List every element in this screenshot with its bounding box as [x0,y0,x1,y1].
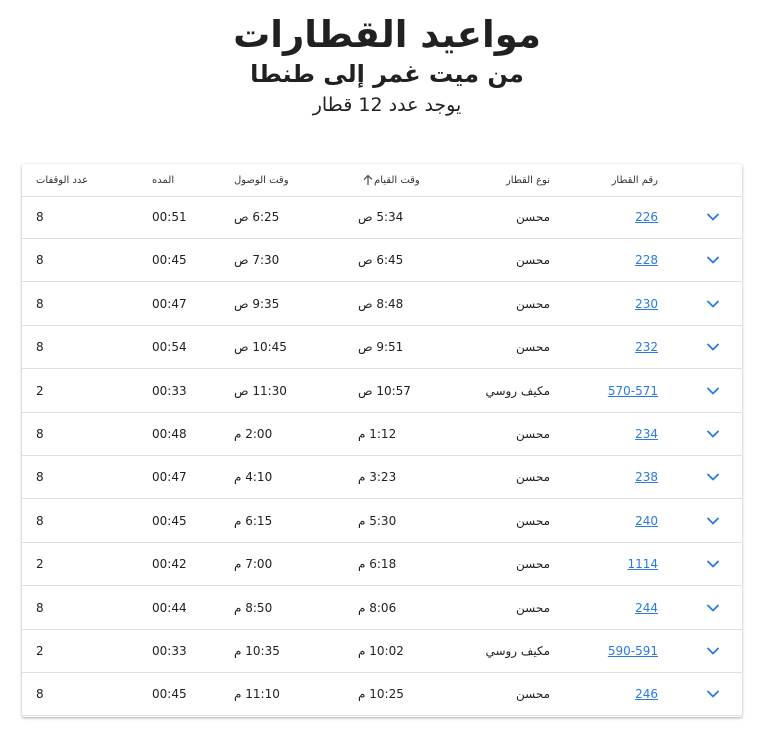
table-row [22,543,742,586]
arrival-cell: 6:25 ص [234,210,280,224]
stops-cell: 2 [36,383,44,398]
stops-cell: 8 [36,253,44,268]
duration-cell: 00:47 [152,296,187,311]
table-row [22,326,742,369]
train-number-link[interactable]: 230 [635,296,658,311]
train-number-link[interactable]: 232 [635,340,658,355]
header-duration[interactable]: المده [152,174,175,186]
arrival-cell: 7:00 م [234,557,273,572]
arrow-up-icon [362,174,374,186]
stops-cell: 8 [36,513,44,528]
chevron-down-icon[interactable] [707,690,719,698]
departure-cell: 6:18 م [358,557,397,572]
departure-cell: 5:34 ص [358,210,404,224]
departure-cell: 6:45 ص [358,253,404,268]
chevron-down-icon[interactable] [707,213,719,221]
duration-cell: 00:45 [152,253,187,268]
header-stops[interactable]: عدد الوقفات [36,174,89,186]
header-number[interactable]: رقم القطار [611,174,658,186]
train-number-link[interactable]: 246 [635,687,658,702]
train-number-link[interactable]: 238 [635,470,658,485]
train-count: يوجد عدد 12 قطار [312,94,462,116]
chevron-down-icon[interactable] [707,604,719,612]
arrival-cell: 9:35 ص [234,296,280,311]
header-departure[interactable] [358,164,420,196]
duration-cell: 00:33 [152,383,187,398]
table-header-row [22,164,742,197]
arrival-cell: 10:35 م [234,644,280,658]
chevron-down-icon[interactable] [707,343,719,351]
train-type-cell: محسن [515,470,550,485]
train-type-cell: محسن [515,253,550,268]
table-row [22,413,742,456]
train-number-link[interactable]: 228 [635,253,658,268]
departure-cell: 1:12 م [358,427,397,441]
duration-cell: 00:54 [152,340,187,355]
arrival-cell: 10:45 ص [234,340,287,355]
table-row [22,500,742,543]
duration-cell: 00:42 [152,557,187,572]
page-title: مواعيد القطارات [233,13,541,56]
departure-cell: 8:48 ص [358,296,404,311]
stops-cell: 8 [36,340,44,355]
duration-cell: 00:33 [152,644,187,658]
table-row [22,587,742,630]
train-type-cell: محسن [515,557,550,572]
stops-cell: 8 [36,687,44,702]
stops-cell: 2 [36,557,44,572]
page-header [0,0,774,120]
table-row [22,630,742,673]
route-subtitle: من ميت غمر إلى طنطا [250,60,524,88]
departure-cell: 3:23 م [358,470,397,485]
trains-table [22,164,742,717]
train-type-cell: محسن [515,427,550,441]
departure-cell: 10:57 ص [358,383,411,398]
duration-cell: 00:44 [152,600,187,615]
arrival-cell: 6:15 م [234,513,273,528]
duration-cell: 00:48 [152,427,187,441]
table-row [22,283,742,326]
train-type-cell: مكيف روسي [485,383,550,398]
table-row [22,196,742,239]
chevron-down-icon[interactable] [707,256,719,264]
stops-cell: 8 [36,470,44,485]
table-row [22,370,742,413]
arrival-cell: 7:30 ص [234,253,280,268]
stops-cell: 2 [36,644,44,658]
train-type-cell: محسن [515,340,550,355]
chevron-down-icon[interactable] [707,473,719,481]
table-row [22,239,742,282]
departure-cell: 10:25 م [358,687,404,702]
duration-cell: 00:45 [152,687,187,702]
duration-cell: 00:51 [152,210,187,224]
stops-cell: 8 [36,427,44,441]
chevron-down-icon[interactable] [707,387,719,395]
train-number-link[interactable]: 240 [635,513,658,528]
header-arrival[interactable]: وقت الوصول [234,174,289,186]
duration-cell: 00:45 [152,513,187,528]
departure-cell: 10:02 م [358,644,404,658]
stops-cell: 8 [36,600,44,615]
header-type[interactable]: نوع القطار [505,174,550,186]
duration-cell: 00:47 [152,470,187,485]
train-type-cell: محسن [515,600,550,615]
departure-cell: 5:30 م [358,513,397,528]
train-number-link[interactable]: 234 [635,427,658,441]
stops-cell: 8 [36,210,44,224]
train-number-link[interactable]: 570-571 [607,383,658,398]
chevron-down-icon[interactable] [707,517,719,525]
table-row [22,673,742,716]
train-type-cell: محسن [515,687,550,702]
train-type-cell: مكيف روسي [485,644,550,658]
train-type-cell: محسن [515,296,550,311]
arrival-cell: 2:00 م [234,427,273,441]
train-number-link[interactable]: 244 [635,600,658,615]
chevron-down-icon[interactable] [707,430,719,438]
train-type-cell: محسن [515,210,550,224]
departure-cell: 9:51 ص [358,340,404,355]
chevron-down-icon[interactable] [707,300,719,308]
arrival-cell: 8:50 م [234,600,273,615]
chevron-down-icon[interactable] [707,560,719,568]
departure-cell: 8:06 م [358,600,397,615]
train-number-link[interactable]: 1114 [627,557,658,572]
header-departure-label: وقت القيام [374,174,420,186]
train-number-link[interactable]: 226 [635,210,658,224]
table-row [22,456,742,499]
arrival-cell: 11:30 ص [234,383,287,398]
arrival-cell: 4:10 م [234,470,273,485]
chevron-down-icon[interactable] [707,647,719,655]
stops-cell: 8 [36,296,44,311]
train-number-link[interactable]: 590-591 [607,644,658,658]
arrival-cell: 11:10 م [234,687,280,702]
train-type-cell: محسن [515,513,550,528]
